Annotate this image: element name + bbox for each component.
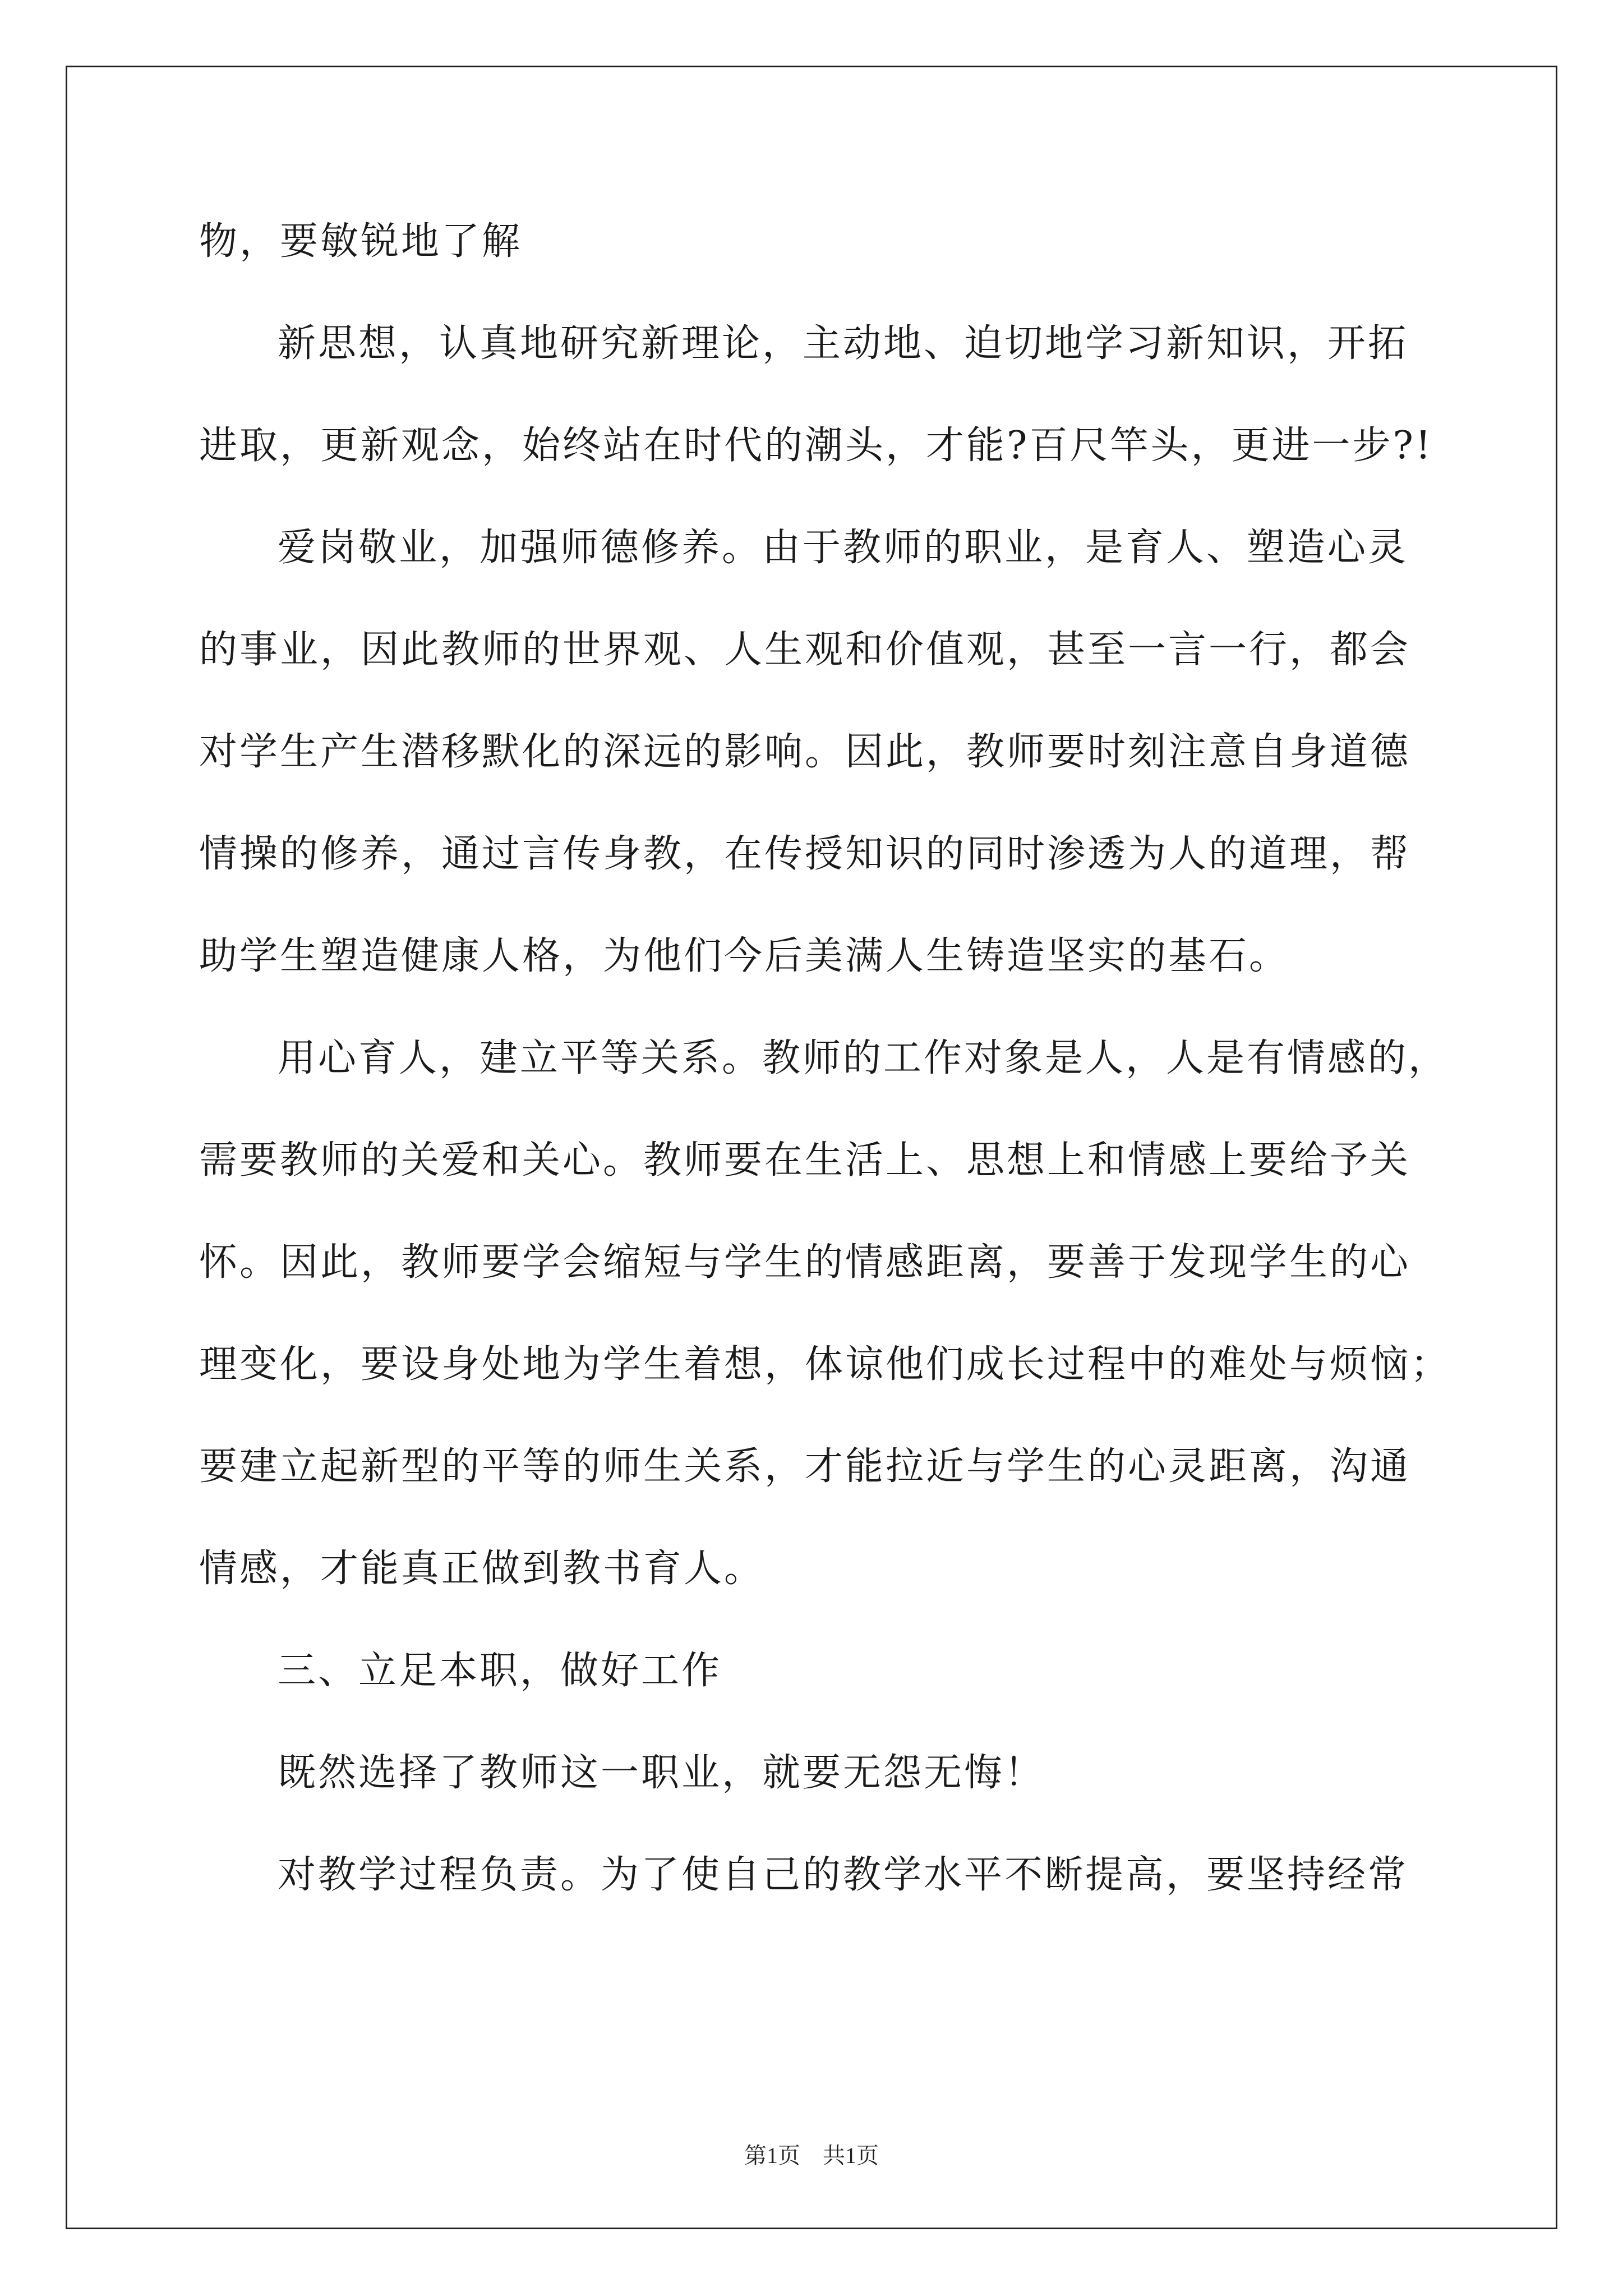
text-line: 理变化，要设身处地为学生着想，体谅他们成长过程中的难处与烦恼； [199,1342,1451,1387]
text-line: 情感，才能真正做到教书育人。 [199,1547,765,1591]
text-line: 既然选择了教师这一职业，就要无怨无悔！ [278,1751,1045,1795]
text-line: 进取，更新观念，始终站在时代的潮头，才能?百尺竿头，更进一步?! [199,424,1433,468]
text-line: 要建立起新型的平等的师生关系，才能拉近与学生的心灵距离，沟通 [199,1444,1411,1489]
text-line: 对学生产生潜移默化的深远的影响。因此，教师要时刻注意自身道德 [199,730,1411,774]
text-line: 需要教师的关爱和关心。教师要在生活上、思想上和情感上要给予关 [199,1138,1411,1182]
text-line: 助学生塑造健康人格，为他们今后美满人生铸造坚实的基石。 [199,934,1290,978]
section-heading: 三、立足本职，做好工作 [278,1649,722,1693]
text-line: 对教学过程负责。为了使自己的教学水平不断提高，要坚持经常 [278,1853,1409,1897]
text-line: 情操的修养，通过言传身教，在传授知识的同时渗透为人的道理，帮 [199,832,1411,876]
page-total: 共1页 [823,2143,879,2168]
page-number: 第1页 [744,2143,800,2168]
text-line: 用心育人，建立平等关系。教师的工作对象是人，人是有情感的， [278,1036,1449,1080]
text-line: 新思想，认真地研究新理论，主动地、迫切地学习新知识，开拓 [278,321,1409,366]
text-line: 物，要敏锐地了解 [199,219,523,264]
text-line: 怀。因此，教师要学会缩短与学生的情感距离，要善于发现学生的心 [199,1240,1411,1285]
text-line: 的事业，因此教师的世界观、人生观和价值观，甚至一言一行，都会 [199,628,1411,672]
text-line: 爱岗敬业，加强师德修养。由于教师的职业，是育人、塑造心灵 [278,526,1409,570]
document-body [199,216,1451,1901]
page-footer [0,2142,1623,2170]
